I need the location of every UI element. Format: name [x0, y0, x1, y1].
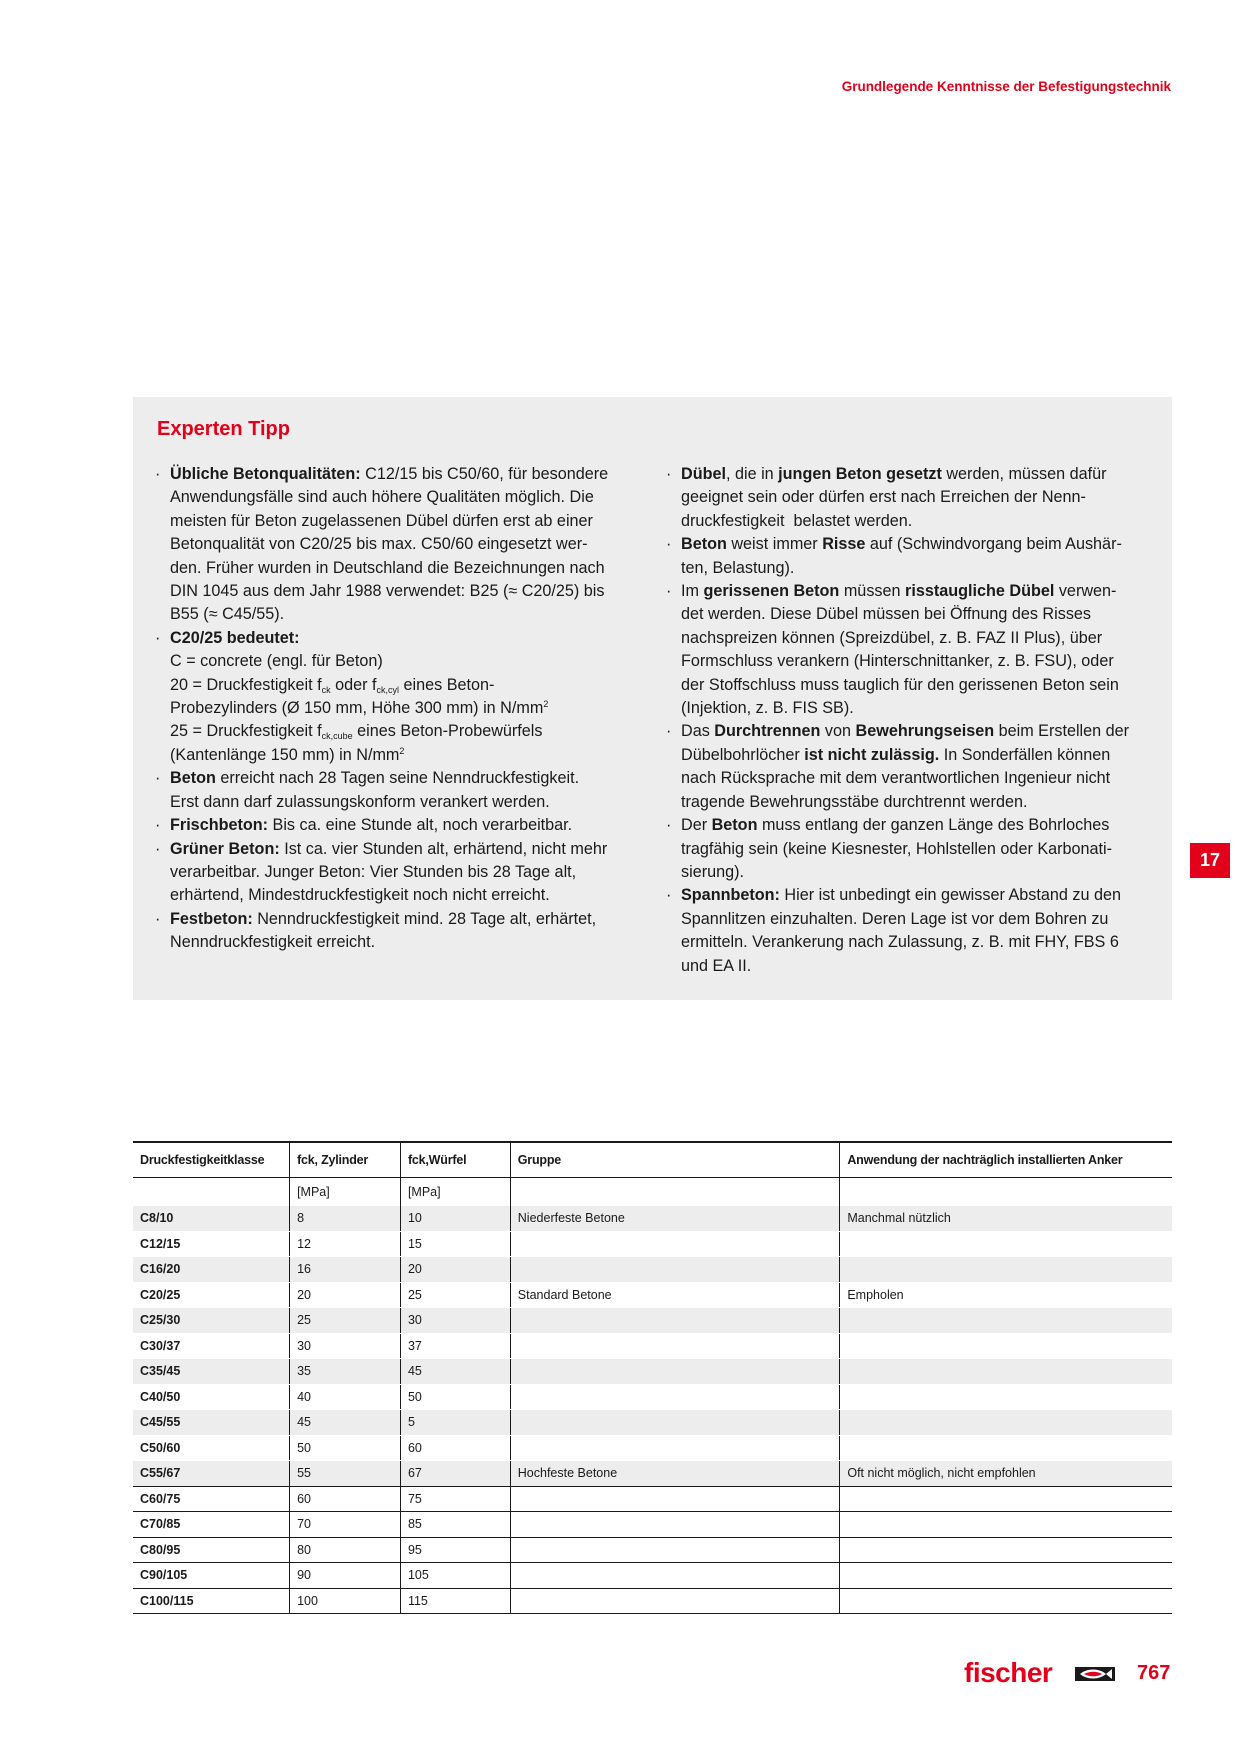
text-run: verarbeitbar. Junger Beton: Vier Stunden bis 28 Tage alt,: [170, 862, 577, 881]
table-cell: [840, 1563, 1172, 1589]
table-cell: 75: [400, 1486, 510, 1512]
text-run: (Kantenlänge 150 mm) in N/mm: [170, 745, 400, 764]
bold-term: Beton: [711, 816, 758, 835]
tip-list-item: [155, 908, 619, 955]
text-run: nach Rücksprache mit dem verantwortlichen Ingenieur nicht: [681, 769, 1111, 788]
column-header: Gruppe: [510, 1142, 840, 1178]
table-row: [133, 1384, 1172, 1410]
tip-list-item: [666, 720, 1148, 814]
tip-line: [681, 650, 1148, 673]
text-run: 20 = Druckfestigkeit f: [170, 675, 322, 694]
text-run: verwen-: [1054, 582, 1117, 601]
tip-line: [681, 955, 1148, 978]
text-run: In Sonderfällen können: [939, 745, 1111, 764]
page-number: 767: [1137, 1662, 1171, 1684]
bullet-icon: ·: [666, 816, 672, 835]
strength-class-cell: C80/95: [133, 1537, 290, 1563]
bullet-icon: ·: [155, 909, 161, 928]
table-cell: 16: [290, 1257, 401, 1283]
bold-term: Beton: [170, 769, 216, 788]
tip-list-item: [666, 533, 1148, 580]
text-run: C12/15 bis C50/60, für besondere: [360, 465, 609, 483]
text-run: ten, Belastung).: [681, 558, 795, 577]
strength-class-cell: C20/25: [140, 1287, 181, 1302]
table-cell: 10: [400, 1206, 510, 1231]
tip-line: [681, 767, 1148, 790]
text-run: Das: [681, 722, 715, 741]
table-cell: [510, 1588, 840, 1614]
text-run: Anwendungsfälle sind auch höhere Qualitäten möglich. Die: [170, 488, 594, 507]
table-row: [133, 1512, 1172, 1538]
table-cell: [510, 1384, 840, 1410]
strength-class-cell: C60/75: [133, 1486, 290, 1512]
table-cell: [840, 1537, 1172, 1563]
table-cell: 30: [400, 1308, 510, 1334]
text-run: det werden. Diese Dübel müssen bei Öffnung des Risses: [681, 605, 1092, 624]
text-run: muss entlang der ganzen Länge des Bohrloches: [757, 816, 1110, 835]
tip-line: [681, 814, 1148, 837]
table-cell: [510, 1333, 840, 1359]
superscript: 2: [399, 745, 405, 756]
tip-line: [170, 767, 619, 790]
bold-term: gerissenen Beton: [703, 582, 840, 601]
tip-line: [681, 791, 1148, 814]
text-run: Nenndruckfestigkeit mind. 28 Tage alt, erhärtet,: [252, 909, 597, 928]
table-cell: [840, 1410, 1172, 1436]
table-cell: 115: [400, 1588, 510, 1614]
bullet-icon: ·: [666, 722, 672, 741]
text-run: Ist ca. vier Stunden alt, erhärtend, nicht mehr: [279, 839, 608, 858]
table-cell: 50: [400, 1384, 510, 1410]
table-cell: 55: [290, 1461, 401, 1487]
text-run: geeignet sein oder dürfen erst nach Erreichen der Nenn-: [681, 488, 1086, 507]
tip-line: [681, 463, 1148, 486]
superscript: 2: [543, 699, 549, 710]
tip-line: [170, 627, 619, 650]
text-run: eines Beton-: [399, 675, 495, 694]
tip-line: [681, 510, 1148, 533]
bullet-icon: ·: [155, 465, 161, 483]
tip-line: [170, 838, 619, 861]
bullet-icon: ·: [666, 465, 672, 483]
text-run: Erst dann darf zulassungskonform verankert werden.: [170, 792, 550, 811]
table-cell: [840, 1486, 1172, 1512]
text-run: Im: [681, 582, 704, 601]
table-row: [133, 1435, 1172, 1461]
table-cell: [510, 1537, 840, 1563]
strength-class-cell: C8/10: [133, 1206, 290, 1231]
tip-line: [681, 861, 1148, 884]
table-cell: 45: [400, 1359, 510, 1385]
text-run: nachspreizen können (Spreizdübel, z. B. FAZ II Plus), über: [681, 628, 1103, 647]
tip-line: [170, 744, 619, 767]
table-cell: [840, 1512, 1172, 1538]
table-cell: 15: [400, 1231, 510, 1257]
table-row: [133, 1282, 1172, 1308]
text-run: druckfestigkeit belastet werden.: [681, 511, 913, 530]
table-cell: [840, 1308, 1172, 1334]
bold-term: Beton: [681, 535, 727, 554]
tip-line: [681, 697, 1148, 720]
unit-cell: [MPa]: [400, 1178, 510, 1207]
strength-class-cell: C45/55: [133, 1410, 290, 1436]
table-cell: 67: [400, 1461, 510, 1487]
strength-class-cell: C16/20: [133, 1257, 290, 1283]
bold-term: jungen Beton gesetzt: [778, 465, 942, 483]
column-header: fck, Zylinder: [290, 1142, 401, 1178]
bullet-icon: ·: [155, 628, 161, 647]
text-run: Bis ca. eine Stunde alt, noch verarbeitbar.: [268, 816, 573, 835]
text-run: beim Erstellen der: [994, 722, 1130, 741]
tip-line: [170, 931, 619, 954]
table-row: [133, 1563, 1172, 1589]
table-cell: 50: [290, 1435, 401, 1461]
bullet-icon: ·: [155, 816, 161, 835]
table-cell: [510, 1410, 840, 1436]
tip-line: [681, 627, 1148, 650]
bullet-icon: ·: [666, 582, 672, 601]
text-run: Nenndruckfestigkeit erreicht.: [170, 933, 376, 952]
bold-term: Übliche Betonqualitäten:: [170, 465, 361, 483]
text-run: den. Früher wurden in Deutschland die Bezeichnungen nach: [170, 558, 605, 577]
table-cell: 20: [400, 1257, 510, 1283]
tip-line: [170, 510, 619, 533]
unit-cell: [133, 1178, 290, 1207]
table-cell: 95: [400, 1537, 510, 1563]
table-row: [133, 1333, 1172, 1359]
strength-class-cell: C70/85: [133, 1512, 290, 1538]
text-run: tragfähig sein (keine Kiesnester, Hohlstellen oder Karbonati-: [681, 839, 1113, 858]
bold-term: Bewehrungseisen: [855, 722, 995, 741]
text-run: tragende Bewehrungsstäbe durchtrennt werden.: [681, 792, 1028, 811]
text-run: Probezylinders (Ø 150 mm, Höhe 300 mm) in N/mm: [170, 699, 544, 718]
text-run: Betonqualität von C20/25 bis max. C50/60 eingesetzt wer-: [170, 535, 588, 554]
text-run: Spannlitzen einzuhalten. Deren Lage ist vor dem Bohren zu: [681, 909, 1109, 928]
tip-line: [170, 463, 619, 486]
table-cell: Hochfeste Betone: [510, 1461, 840, 1487]
table-cell: 85: [400, 1512, 510, 1538]
table-row: [133, 1537, 1172, 1563]
text-run: und EA II.: [681, 956, 752, 975]
text-run: auf (Schwindvorgang beim Aushär-: [865, 535, 1122, 554]
text-run: C = concrete (engl. für Beton): [170, 652, 383, 671]
text-run: meisten für Beton zugelassenen Dübel dürfen erst ab einer: [170, 511, 593, 530]
tip-list-item: [155, 627, 619, 767]
text-run: Dübelbohrlöcher: [681, 745, 805, 764]
table-cell: 5: [400, 1410, 510, 1436]
column-header: Druckfestigkeitklasse: [133, 1142, 290, 1178]
table-cell: 20: [290, 1282, 401, 1308]
text-run: erhärtend, Mindestdruckfestigkeit noch nicht erreicht.: [170, 886, 550, 905]
unit-cell: [MPa]: [290, 1178, 401, 1207]
text-run: ermitteln. Verankerung nach Zulassung, z. B. mit FHY, FBS 6: [681, 933, 1119, 952]
table-cell: [840, 1231, 1172, 1257]
tip-line: [681, 557, 1148, 580]
bold-term: Risse: [822, 535, 866, 554]
table-cell: [840, 1588, 1172, 1614]
text-run: sierung).: [681, 862, 744, 881]
tip-line: [170, 908, 619, 931]
tip-line: [681, 486, 1148, 509]
tip-list-item: [666, 463, 1148, 533]
table-row: [133, 1461, 1172, 1487]
bold-term: Spannbeton:: [681, 886, 780, 905]
table-cell: Manchmal nützlich: [840, 1206, 1172, 1231]
strength-class-cell: C55/67: [133, 1461, 290, 1487]
tip-line: [170, 884, 619, 907]
tip-line: [170, 720, 619, 743]
tip-line: [170, 814, 619, 837]
running-header: Grundlegende Kenntnisse der Befestigungstechnik: [841, 79, 1171, 94]
table-cell: 12: [290, 1231, 401, 1257]
text-run: erreicht nach 28 Tagen seine Nenndruckfestigkeit.: [215, 769, 580, 788]
table-cell: 37: [400, 1333, 510, 1359]
text-run: B55 (≈ C45/55).: [170, 605, 285, 624]
table-cell: [510, 1435, 840, 1461]
tip-list-item: [155, 463, 619, 627]
tip-list-item: [155, 838, 619, 908]
tip-line: [170, 674, 619, 697]
tip-line: [681, 533, 1148, 556]
table-row: [133, 1206, 1172, 1231]
tip-line: [681, 884, 1148, 907]
table-cell: [840, 1435, 1172, 1461]
tip-line: [681, 603, 1148, 626]
table-cell: [510, 1308, 840, 1334]
table-cell: 35: [290, 1359, 401, 1385]
bullet-icon: ·: [666, 886, 672, 905]
bullet-icon: ·: [155, 769, 161, 788]
table-cell: 80: [290, 1537, 401, 1563]
text-run: weist immer: [726, 535, 823, 554]
tip-line: [681, 931, 1148, 954]
table-cell: 45: [290, 1410, 401, 1436]
tip-line: [170, 861, 619, 884]
tip-list-item: [666, 580, 1148, 720]
strength-class-cell: C90/105: [133, 1563, 290, 1589]
subscript: ck: [321, 684, 331, 695]
concrete-strength-table: [133, 1141, 1172, 1614]
table-cell: [510, 1486, 840, 1512]
table-cell: [510, 1512, 840, 1538]
text-run: müssen: [839, 582, 906, 601]
subscript: ck,cyl: [376, 684, 400, 695]
tip-list-item: [666, 814, 1148, 884]
subscript: ck,cube: [321, 731, 353, 742]
bold-term: Grüner Beton:: [170, 839, 280, 858]
tip-line: [170, 486, 619, 509]
tip-list-item: [666, 884, 1148, 978]
table-cell: [510, 1231, 840, 1257]
table-cell: [510, 1563, 840, 1589]
bullet-icon: ·: [155, 839, 161, 858]
table-row: [133, 1359, 1172, 1385]
unit-cell: [510, 1178, 840, 1207]
table-cell: 100: [290, 1588, 401, 1614]
text-run: eines Beton-Probewürfels: [352, 722, 543, 741]
text-run: von: [820, 722, 856, 741]
table-row: [133, 1308, 1172, 1334]
table-cell: 90: [290, 1563, 401, 1589]
text-run: werden, müssen dafür: [941, 465, 1107, 483]
bold-term: Durchtrennen: [714, 722, 821, 741]
strength-class-cell: C12/15: [140, 1236, 181, 1251]
bold-term: ist nicht zulässig.: [804, 745, 940, 764]
table-cell: 40: [290, 1384, 401, 1410]
tip-line: [170, 533, 619, 556]
table-cell: Oft nicht möglich, nicht empfohlen: [840, 1461, 1172, 1487]
bold-term: Festbeton:: [170, 909, 253, 928]
tip-line: [170, 650, 619, 673]
table-cell: 25: [290, 1308, 401, 1334]
table-cell: [840, 1384, 1172, 1410]
table-cell: 60: [290, 1486, 401, 1512]
table-row: [133, 1486, 1172, 1512]
tip-line: [681, 838, 1148, 861]
chapter-tab[interactable]: 17: [1190, 843, 1230, 878]
fischer-logo: fischer: [964, 1657, 1053, 1688]
tip-line: [170, 697, 619, 720]
bold-term: risstaugliche Dübel: [905, 582, 1055, 601]
tip-line: [170, 603, 619, 626]
table-row: [133, 1257, 1172, 1283]
tip-line: [170, 791, 619, 814]
table-cell: Empholen: [840, 1282, 1172, 1308]
text-run: der Stoffschluss muss tauglich für den gerissenen Beton sein: [681, 675, 1119, 694]
tip-list-item: [155, 767, 619, 814]
text-run: Formschluss verankern (Hinterschnittanker, z. B. FSU), oder: [681, 652, 1114, 671]
table-cell: [840, 1333, 1172, 1359]
table-cell: Standard Betone: [510, 1282, 840, 1308]
expert-tip-box: [133, 397, 1172, 1000]
text-run: Der: [681, 816, 712, 835]
table-cell: [510, 1359, 840, 1385]
table-cell: [840, 1257, 1172, 1283]
table-row: [133, 1588, 1172, 1614]
fischer-fish-logo-icon: [1075, 1664, 1115, 1684]
text-run: (Injektion, z. B. FIS SB).: [681, 699, 854, 718]
table-cell: 70: [290, 1512, 401, 1538]
strength-class-cell: C50/60: [140, 1440, 181, 1455]
unit-cell: [840, 1178, 1172, 1207]
table-cell: [510, 1257, 840, 1283]
tip-line: [681, 744, 1148, 767]
strength-class-cell: C100/115: [133, 1588, 290, 1614]
column-header: fck,Würfel: [400, 1142, 510, 1178]
table-row: [133, 1410, 1172, 1436]
tip-line: [170, 580, 619, 603]
bold-term: Dübel: [681, 465, 726, 483]
bold-term: C20/25 bedeutet:: [170, 628, 300, 647]
text-run: Hier ist unbedingt ein gewisser Abstand zu den: [779, 886, 1121, 905]
text-run: DIN 1045 aus dem Jahr 1988 verwendet: B25 (≈ C20/25) bis: [170, 582, 605, 601]
strength-class-cell: C40/50: [140, 1389, 181, 1404]
strength-class-cell: C25/30: [133, 1308, 290, 1334]
bullet-icon: ·: [666, 535, 672, 554]
table-cell: Niederfeste Betone: [510, 1206, 840, 1231]
table-cell: [840, 1359, 1172, 1385]
tip-line: [681, 720, 1148, 743]
column-header: Anwendung der nachträglich installierten Anker: [840, 1142, 1172, 1178]
bold-term: Frischbeton:: [170, 816, 269, 835]
tip-list-item: [155, 814, 619, 837]
table-cell: 30: [290, 1333, 401, 1359]
tip-line: [170, 557, 619, 580]
tip-line: [681, 674, 1148, 697]
tip-column-right: [666, 463, 1148, 978]
strength-class-cell: C35/45: [133, 1359, 290, 1385]
tip-line: [681, 908, 1148, 931]
tip-heading: Experten Tipp: [157, 418, 290, 440]
units-row: [133, 1178, 1172, 1207]
table-cell: 60: [400, 1435, 510, 1461]
tip-line: [681, 580, 1148, 603]
table-row: [133, 1231, 1172, 1257]
table-header-row: [133, 1142, 1172, 1178]
tip-column-left: [155, 463, 619, 955]
strength-class-cell: C30/37: [140, 1338, 181, 1353]
text-run: oder f: [330, 675, 377, 694]
text-run: , die in: [725, 465, 779, 483]
text-run: 25 = Druckfestigkeit f: [170, 722, 322, 741]
table-cell: 105: [400, 1563, 510, 1589]
table-cell: 25: [400, 1282, 510, 1308]
table-cell: 8: [290, 1206, 401, 1231]
